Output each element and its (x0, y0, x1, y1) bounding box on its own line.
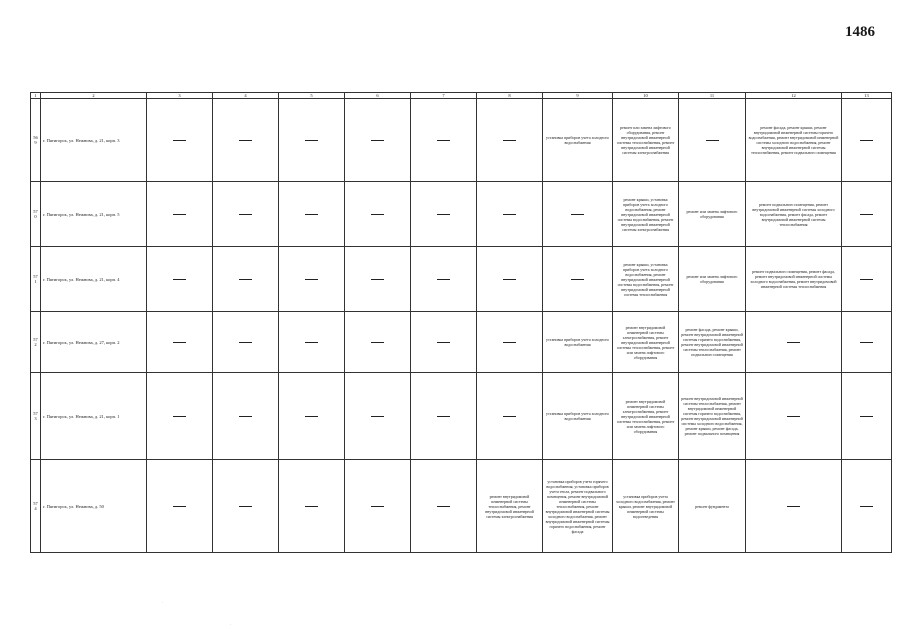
cell-empty (345, 247, 411, 312)
cell-empty (543, 247, 613, 312)
table-row (31, 182, 892, 247)
cell-works: ремонт фасада, ремонт крыши, ремонт внутридомовой инженерной системы горячего водоснабжения, ремонт внутридомовой инженерной системы теплоснабжения, ремонт подвального помещения (679, 312, 746, 373)
cell-empty (411, 99, 477, 182)
cell-works: ремонт подвального помещения, ремонт фасада, ремонт внутридомовой инженерной системы холодного водоснабжения, ремонт внутридомовой инженерной системы теплоснабжения (746, 247, 842, 312)
dash-mark (437, 342, 450, 343)
dash-mark (437, 140, 450, 141)
dash-mark (371, 416, 384, 417)
cell-empty (213, 247, 279, 312)
dash-mark (860, 279, 873, 280)
dash-mark (305, 214, 318, 215)
cell-empty (679, 99, 746, 182)
dash-mark (239, 416, 252, 417)
cell-works: ремонт внутридомовой инженерной системы теплоснабжения, ремонт внутридомовой инженерной системы горячего водоснабжения, ремонт внутридомовой инженерной системы холодного водоснабжения, ремонт крыши, ремонт фасада, ремонт подвального помещения (679, 373, 746, 460)
header-cell: 2 (41, 93, 147, 99)
dash-mark (706, 140, 719, 141)
header-cell: 8 (477, 93, 543, 99)
cell-empty (213, 182, 279, 247)
cell-empty (345, 373, 411, 460)
header-cell: 6 (345, 93, 411, 99)
cell-empty (842, 312, 892, 373)
page-number: 1486 (845, 24, 875, 40)
cell-empty (411, 373, 477, 460)
row-address: г. Пятигорск, ул. Нежнова, д. 21, корп. 5 (41, 182, 147, 247)
cell-empty (842, 373, 892, 460)
cell-works: ремонт или замена лифтового оборудования, ремонт внутридомовой инженерной системы теплоснабжения, ремонт внутридомовой инженерной системы электроснабжения (613, 99, 679, 182)
dash-mark (503, 342, 516, 343)
dash-mark (239, 214, 252, 215)
cell-empty (147, 460, 213, 553)
cell-empty (477, 247, 543, 312)
cell-empty (279, 373, 345, 460)
dash-mark (305, 416, 318, 417)
row-number: 570 (31, 182, 41, 247)
header-cell: 7 (411, 93, 477, 99)
row-number: 569 (31, 99, 41, 182)
dash-mark (503, 140, 516, 141)
dash-mark (371, 279, 384, 280)
dash-mark (173, 506, 186, 507)
cell-empty (147, 247, 213, 312)
cell-empty (543, 182, 613, 247)
dash-mark (173, 140, 186, 141)
dash-mark (860, 140, 873, 141)
dash-mark (437, 416, 450, 417)
dash-mark (503, 416, 516, 417)
cell-works: ремонт или замена лифтового оборудования (679, 247, 746, 312)
row-address: г. Пятигорск, ул. Нежнова, д. 50 (41, 460, 147, 553)
row-number: 571 (31, 247, 41, 312)
work-schedule-table (30, 92, 892, 553)
cell-empty (213, 312, 279, 373)
cell-empty (477, 99, 543, 182)
cell-empty (147, 182, 213, 247)
dash-mark (437, 506, 450, 507)
cell-works: установка приборов учета холодного водоснабжения, ремонт крыши, ремонт внутридомовой инженерной системы водоотведения (613, 460, 679, 553)
dash-mark (173, 342, 186, 343)
cell-empty (746, 460, 842, 553)
dash-mark (371, 214, 384, 215)
cell-empty (477, 182, 543, 247)
dash-mark (173, 214, 186, 215)
header-cell: 11 (679, 93, 746, 99)
scan-mark: · (162, 600, 164, 605)
table-row (31, 99, 892, 182)
cell-empty (842, 182, 892, 247)
dash-mark (860, 506, 873, 507)
header-cell: 12 (746, 93, 842, 99)
header-cell: 9 (543, 93, 613, 99)
row-address: г. Пятигорск, ул. Нежнова, д. 27, корп. 2 (41, 312, 147, 373)
header-cell: 4 (213, 93, 279, 99)
dash-mark (305, 506, 318, 507)
cell-empty (279, 247, 345, 312)
dash-mark (503, 279, 516, 280)
dash-mark (239, 342, 252, 343)
cell-empty (279, 182, 345, 247)
cell-empty (746, 312, 842, 373)
dash-mark (860, 416, 873, 417)
dash-mark (173, 416, 186, 417)
dash-mark (239, 279, 252, 280)
cell-empty (411, 312, 477, 373)
cell-works: ремонт крыши, установка приборов учета холодного водоснабжения, ремонт внутридомовой инженерной системы водоснабжения, ремонт внутридомовой инженерной системы электроснабжения (613, 182, 679, 247)
table-row (31, 312, 892, 373)
cell-empty (842, 460, 892, 553)
header-cell: 10 (613, 93, 679, 99)
cell-empty (477, 312, 543, 373)
cell-empty (279, 312, 345, 373)
cell-works: установка приборов учета холодного водоснабжения (543, 99, 613, 182)
header-cell: 5 (279, 93, 345, 99)
cell-works: ремонт крыши, установка приборов учета холодного водоснабжения, ремонт внутридомовой инженерной системы водоснабжения, ремонт внутридомовой инженерной системы теплоснабжения (613, 247, 679, 312)
cell-empty (213, 99, 279, 182)
dash-mark (860, 342, 873, 343)
cell-empty (279, 99, 345, 182)
row-number: 572 (31, 312, 41, 373)
dash-mark (173, 279, 186, 280)
cell-empty (842, 247, 892, 312)
dash-mark (371, 342, 384, 343)
row-address: г. Пятигорск, ул. Нежнова, д. 21, корп. 4 (41, 247, 147, 312)
cell-works: ремонт внутридомовой инженерной системы теплоснабжения, ремонт внутридомовой инженерной системы электроснабжения (477, 460, 543, 553)
cell-empty (411, 182, 477, 247)
cell-empty (213, 460, 279, 553)
table-row (31, 460, 892, 553)
row-number: 573 (31, 373, 41, 460)
table-row (31, 247, 892, 312)
row-address: г. Пятигорск, ул. Нежнова, д. 21, корп. 1 (41, 373, 147, 460)
dash-mark (239, 140, 252, 141)
cell-empty (213, 373, 279, 460)
dash-mark (437, 279, 450, 280)
row-number: 574 (31, 460, 41, 553)
cell-works: установка приборов учета холодного водоснабжения (543, 312, 613, 373)
cell-empty (411, 247, 477, 312)
cell-works: установка приборов учета холодного водоснабжения (543, 373, 613, 460)
cell-empty (345, 182, 411, 247)
cell-empty (279, 460, 345, 553)
cell-works: ремонт фундамента (679, 460, 746, 553)
dash-mark (860, 214, 873, 215)
dash-mark (239, 506, 252, 507)
cell-empty (147, 99, 213, 182)
dash-mark (371, 506, 384, 507)
cell-empty (746, 373, 842, 460)
cell-empty (411, 460, 477, 553)
dash-mark (305, 342, 318, 343)
cell-empty (147, 373, 213, 460)
header-cell: 3 (147, 93, 213, 99)
dash-mark (787, 342, 800, 343)
scan-mark: · (230, 622, 232, 627)
cell-works: ремонт подвального помещения, ремонт внутридомовой инженерной системы холодного водоснабжения, ремонт фасада, ремонт внутридомовой инженерной системы теплоснабжения (746, 182, 842, 247)
dash-mark (437, 214, 450, 215)
cell-empty (345, 312, 411, 373)
dash-mark (503, 214, 516, 215)
cell-empty (477, 373, 543, 460)
dash-mark (787, 416, 800, 417)
cell-works: ремонт внутридомовой инженерной системы электроснабжения, ремонт внутридомовой инженерной системы теплоснабжения, ремонт или замена лифтового оборудования (613, 373, 679, 460)
dash-mark (371, 140, 384, 141)
dash-mark (571, 279, 584, 280)
cell-empty (345, 460, 411, 553)
cell-empty (147, 312, 213, 373)
row-address: г. Пятигорск, ул. Нежнова, д. 21, корп. 3 (41, 99, 147, 182)
dash-mark (571, 214, 584, 215)
header-cell: 13 (842, 93, 892, 99)
dash-mark (305, 140, 318, 141)
cell-empty (842, 99, 892, 182)
table-row (31, 373, 892, 460)
header-cell: 1 (31, 93, 41, 99)
cell-works: ремонт внутридомовой инженерной системы электроснабжения, ремонт внутридомовой инженерной системы теплоснабжения, ремонт или замена лифтового оборудования (613, 312, 679, 373)
dash-mark (787, 506, 800, 507)
dash-mark (305, 279, 318, 280)
cell-works: ремонт или замена лифтового оборудования (679, 182, 746, 247)
cell-empty (345, 99, 411, 182)
cell-works: установка приборов учета горячего водоснабжения, установка приборов учета тепла, ремонт подвального помещения, ремонт внутридомовой инженерной системы теплоснабжения, ремонт внутридомовой инженерной системы холодного водоснабжения, ремонт внутридомовой инженерной системы горячего водоснабжения, ремонт фасада (543, 460, 613, 553)
cell-works: ремонт фасада, ремонт крыши, ремонт внутридомовой инженерной системы горячего водоснабжения, ремонт внутридомовой инженерной системы холодного водоснабжения, ремонт внутридомовой инженерной системы теплоснабжения, ремонт подвального помещения (746, 99, 842, 182)
